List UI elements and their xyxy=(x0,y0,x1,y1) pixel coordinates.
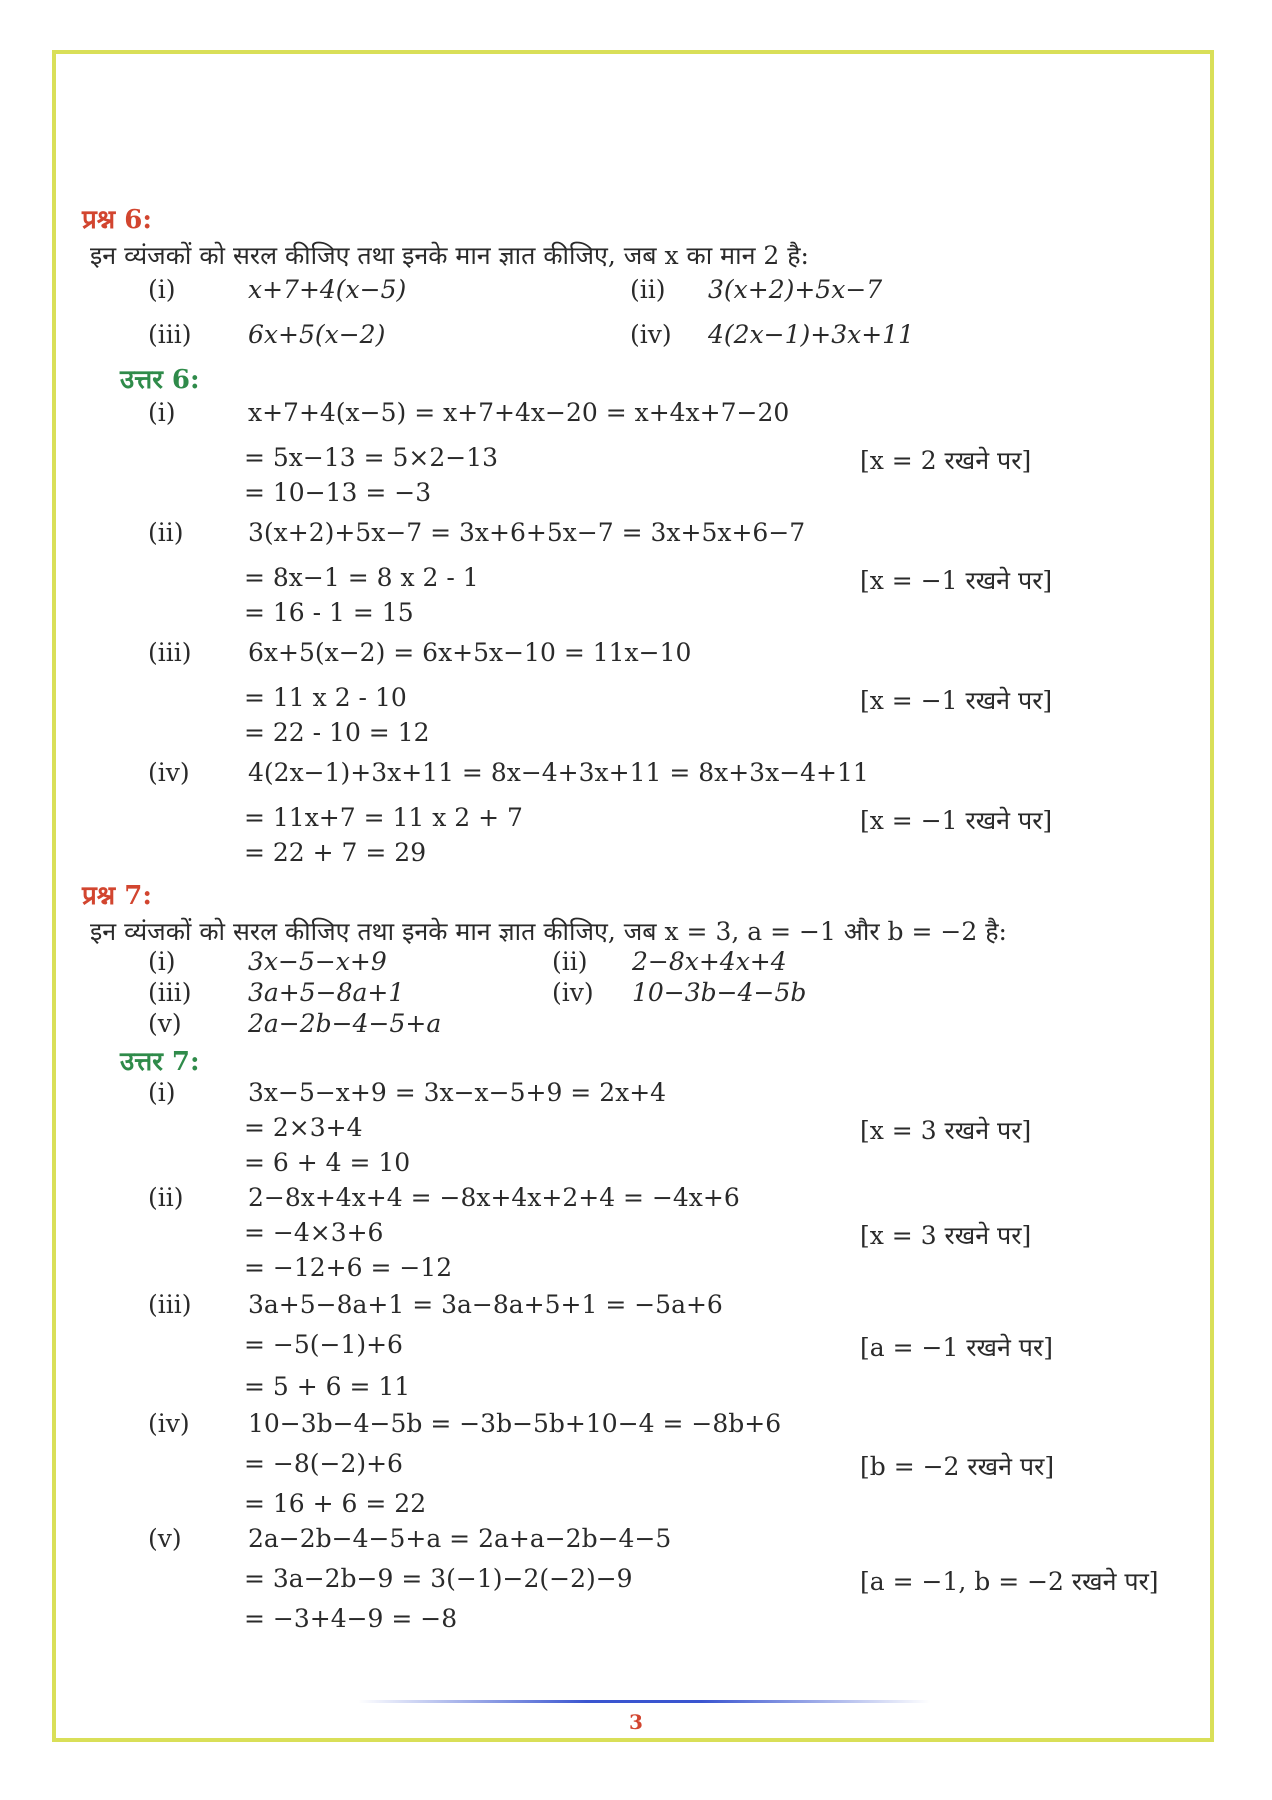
a7-step: 2−8x+4x+4 = −8x+4x+2+4 = −4x+6 xyxy=(248,1183,740,1212)
substitution-note: [a = −1 रखने पर] xyxy=(860,1333,1053,1362)
a7-step: 10−3b−4−5b = −3b−5b+10−4 = −8b+6 xyxy=(248,1409,782,1438)
q7-item-label: (iii) xyxy=(148,978,192,1007)
a6-part-label: (ii) xyxy=(148,518,184,547)
a7-part-label: (i) xyxy=(148,1078,176,1107)
a7-step: = 2×3+4 xyxy=(244,1113,363,1142)
q6-item-label: (i) xyxy=(148,275,176,304)
q7-item-label: (iv) xyxy=(552,978,594,1007)
a7-step: 3a+5−8a+1 = 3a−8a+5+1 = −5a+6 xyxy=(248,1290,723,1319)
q6-item-expr: 6x+5(x−2) xyxy=(248,320,386,349)
a6-step: x+7+4(x−5) = x+7+4x−20 = x+4x+7−20 xyxy=(248,398,790,427)
a7-step: = −12+6 = −12 xyxy=(244,1253,453,1282)
a6-step: = 22 - 10 = 12 xyxy=(244,718,430,747)
a7-part-label: (iv) xyxy=(148,1409,190,1438)
substitution-note: [x = −1 रखने पर] xyxy=(860,566,1053,595)
question-6-heading: प्रश्न 6: xyxy=(82,205,152,235)
a6-part-label: (iv) xyxy=(148,758,190,787)
q6-item-expr: 3(x+2)+5x−7 xyxy=(708,275,883,304)
a7-part-label: (v) xyxy=(148,1524,182,1553)
a6-step: = 22 + 7 = 29 xyxy=(244,838,427,867)
q7-item-label: (ii) xyxy=(552,947,588,976)
question-6-prompt: इन व्यंजकों को सरल कीजिए तथा इनके मान ज्ञात कीजिए, जब x का मान 2 है: xyxy=(90,241,809,270)
a7-step: = −5(−1)+6 xyxy=(244,1330,403,1359)
answer-6-heading: उत्तर 6: xyxy=(120,365,200,395)
a7-step: = −8(−2)+6 xyxy=(244,1449,403,1478)
a6-step: 6x+5(x−2) = 6x+5x−10 = 11x−10 xyxy=(248,638,692,667)
substitution-note: [b = −2 रखने पर] xyxy=(860,1452,1055,1481)
a7-step: = −3+4−9 = −8 xyxy=(244,1604,458,1633)
a7-step: = 16 + 6 = 22 xyxy=(244,1489,427,1518)
substitution-note: [a = −1, b = −2 रखने पर] xyxy=(860,1567,1159,1596)
substitution-note: [x = −1 रखने पर] xyxy=(860,686,1053,715)
answer-7-heading: उत्तर 7: xyxy=(120,1047,200,1077)
q7-item-expr: 2a−2b−4−5+a xyxy=(248,1009,442,1038)
q6-item-label: (iv) xyxy=(630,320,672,349)
a6-step: = 5x−13 = 5×2−13 xyxy=(244,443,499,472)
a6-part-label: (iii) xyxy=(148,638,192,667)
a7-step: 2a−2b−4−5+a = 2a+a−2b−4−5 xyxy=(248,1524,672,1553)
q7-item-expr: 10−3b−4−5b xyxy=(632,978,807,1007)
a6-step: = 11x+7 = 11 x 2 + 7 xyxy=(244,803,523,832)
substitution-note: [x = 3 रखने पर] xyxy=(860,1221,1032,1250)
question-7-heading: प्रश्न 7: xyxy=(82,881,152,911)
q7-item-label: (v) xyxy=(148,1009,182,1038)
q6-item-expr: 4(2x−1)+3x+11 xyxy=(708,320,914,349)
a7-step: 3x−5−x+9 = 3x−x−5+9 = 2x+4 xyxy=(248,1078,667,1107)
a6-step: 4(2x−1)+3x+11 = 8x−4+3x+11 = 8x+3x−4+11 xyxy=(248,758,869,787)
q6-item-expr: x+7+4(x−5) xyxy=(248,275,407,304)
q7-item-expr: 3a+5−8a+1 xyxy=(248,978,405,1007)
a7-part-label: (iii) xyxy=(148,1290,192,1319)
a7-step: = −4×3+6 xyxy=(244,1218,384,1247)
substitution-note: [x = 2 रखने पर] xyxy=(860,446,1032,475)
q7-item-expr: 3x−5−x+9 xyxy=(248,947,387,976)
q7-item-expr: 2−8x+4x+4 xyxy=(632,947,787,976)
q7-item-label: (i) xyxy=(148,947,176,976)
a6-step: = 10−13 = −3 xyxy=(244,478,432,507)
a6-step: = 16 - 1 = 15 xyxy=(244,598,414,627)
question-7-prompt: इन व्यंजकों को सरल कीजिए तथा इनके मान ज्ञात कीजिए, जब x = 3, a = −1 और b = −2 है: xyxy=(90,917,1007,946)
a6-step: = 11 x 2 - 10 xyxy=(244,683,407,712)
a6-step: = 8x−1 = 8 x 2 - 1 xyxy=(244,563,479,592)
footer-rule xyxy=(358,1700,930,1703)
a7-part-label: (ii) xyxy=(148,1183,184,1212)
a7-step: = 5 + 6 = 11 xyxy=(244,1372,411,1401)
a6-step: 3(x+2)+5x−7 = 3x+6+5x−7 = 3x+5x+6−7 xyxy=(248,518,806,547)
q6-item-label: (iii) xyxy=(148,320,192,349)
a6-part-label: (i) xyxy=(148,398,176,427)
q6-item-label: (ii) xyxy=(630,275,666,304)
substitution-note: [x = 3 रखने पर] xyxy=(860,1116,1032,1145)
page-number: 3 xyxy=(629,1710,643,1734)
substitution-note: [x = −1 रखने पर] xyxy=(860,806,1053,835)
a7-step: = 6 + 4 = 10 xyxy=(244,1148,411,1177)
a7-step: = 3a−2b−9 = 3(−1)−2(−2)−9 xyxy=(244,1564,633,1593)
